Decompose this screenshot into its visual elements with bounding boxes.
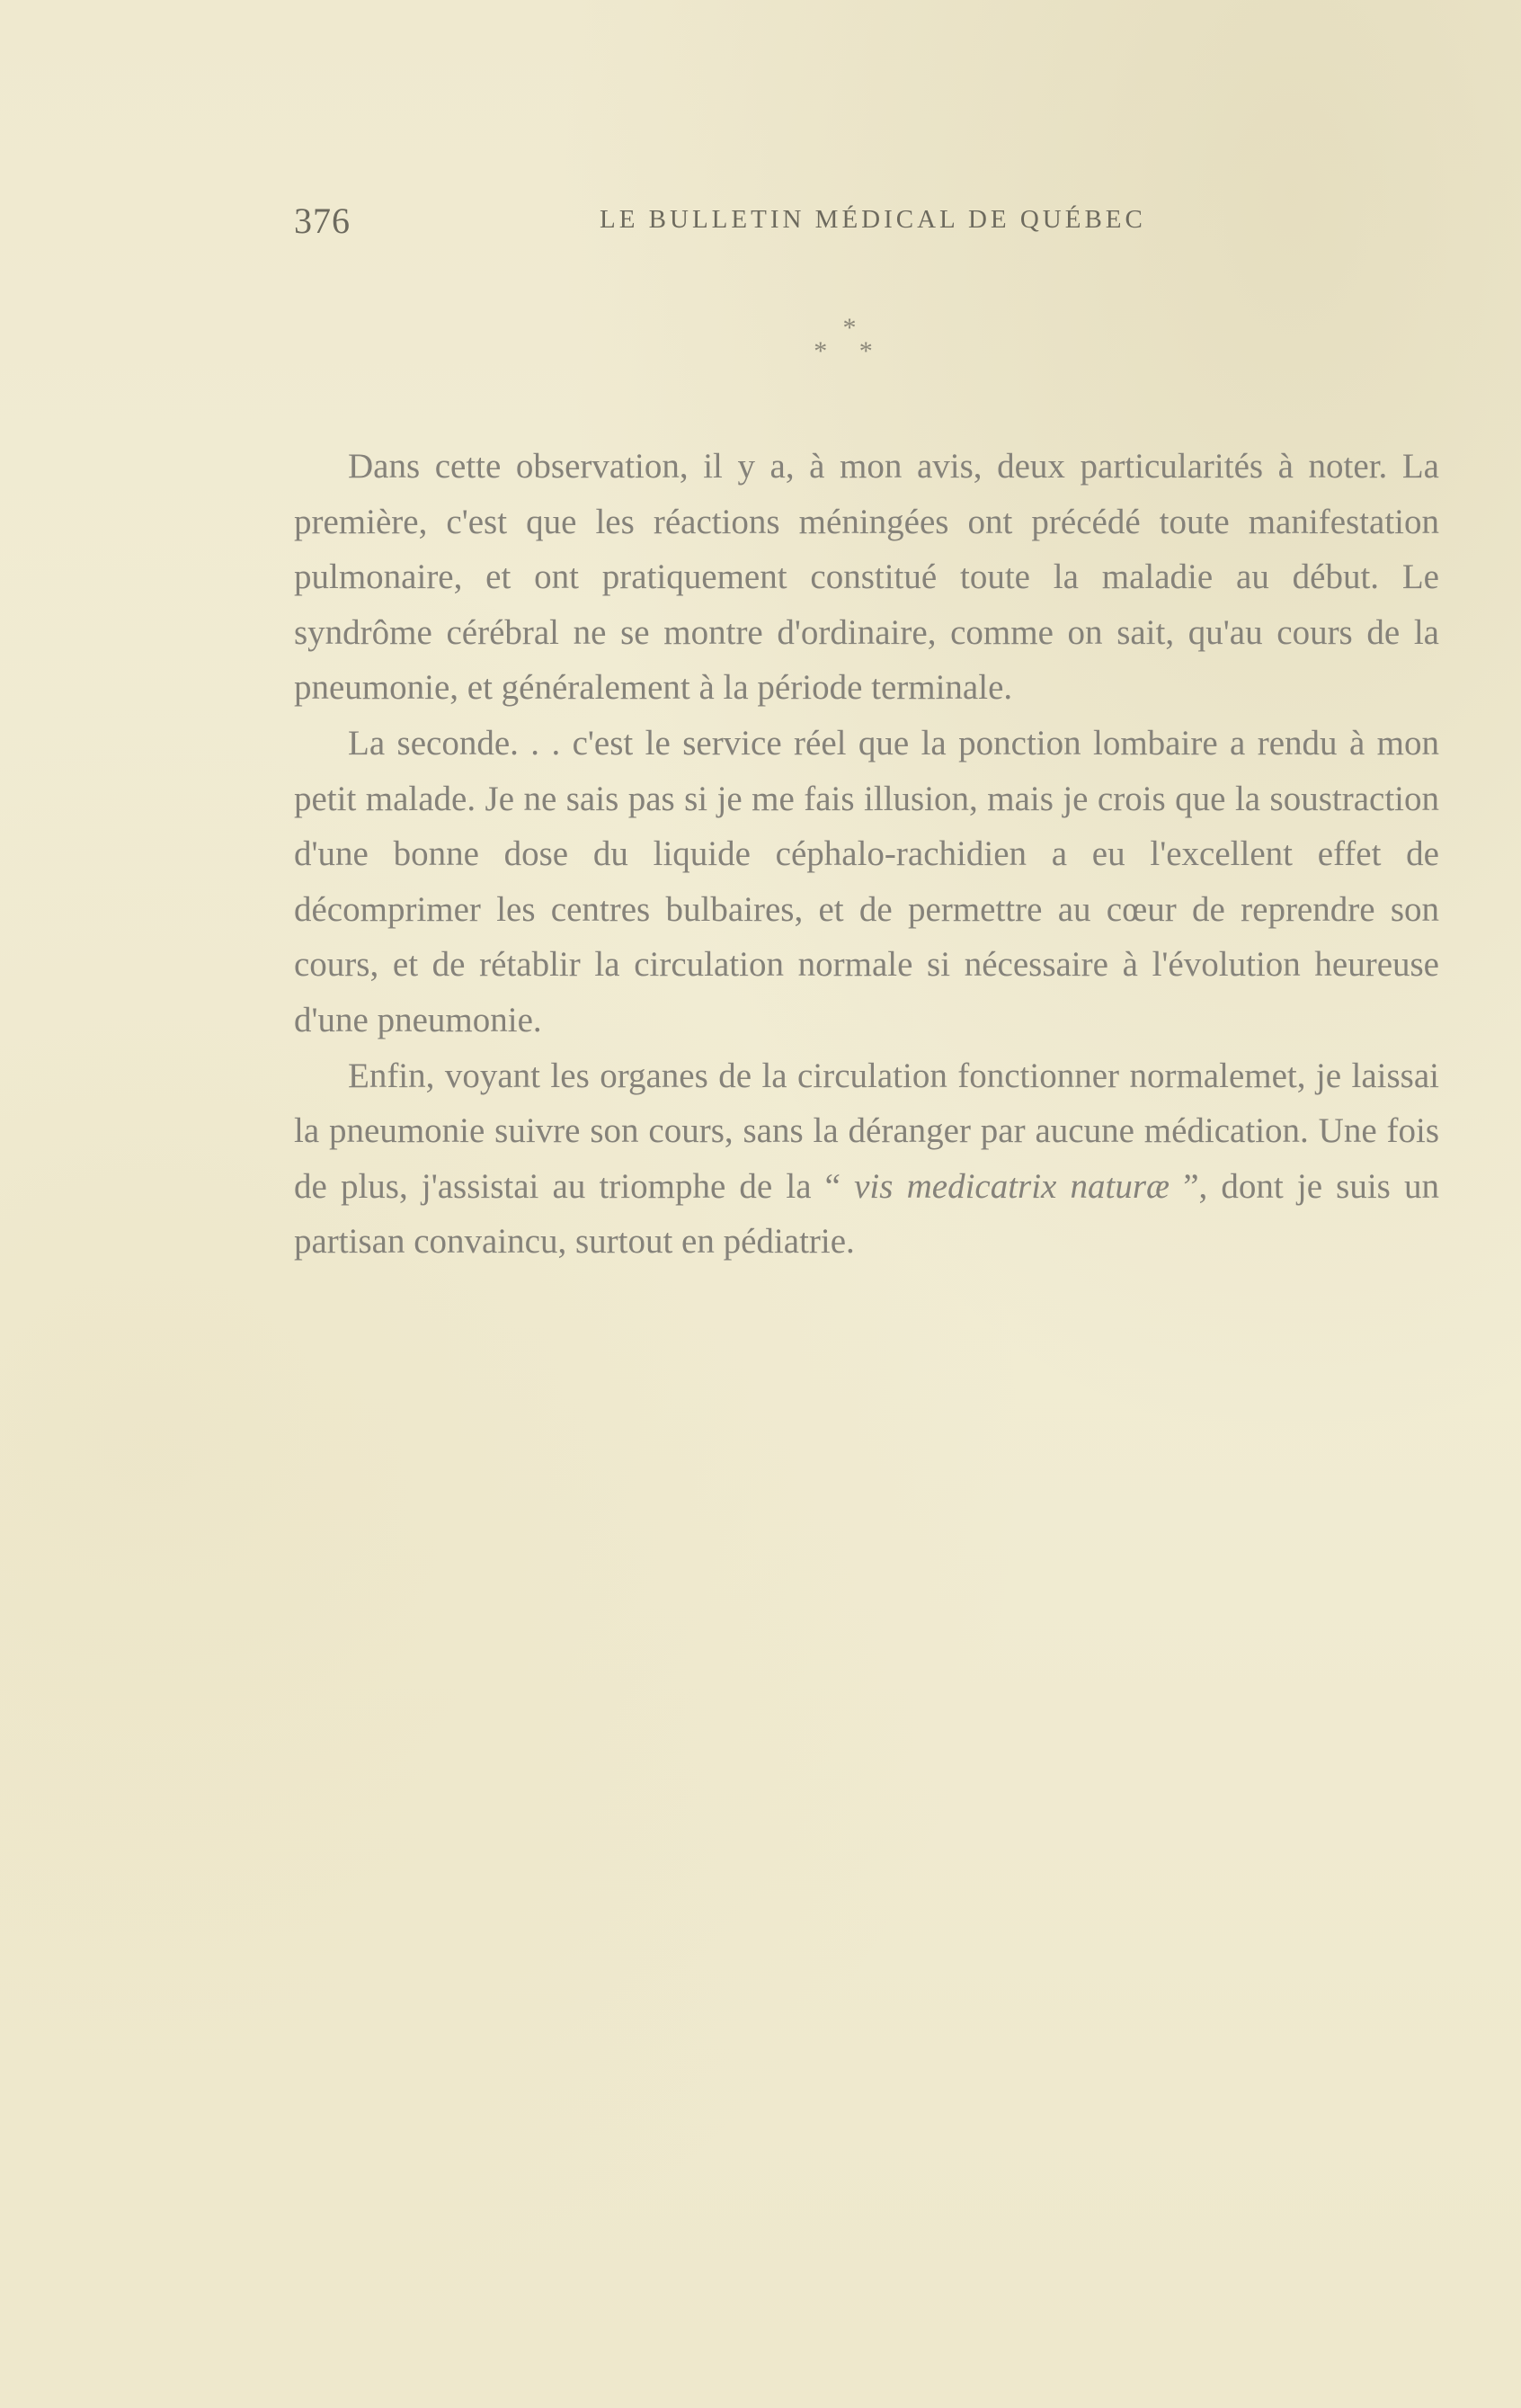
latin-phrase: vis medicatrix naturæ	[854, 1166, 1170, 1206]
paragraph-3-before: Enfin, voyant les organes de la circulation fonctionner normalemet, je laissai la pneumonie suivre son cours, sans la déranger par aucune médication. Une fois de plus, j'assistai au triomphe de la “	[294, 1056, 1439, 1206]
section-asterism	[809, 313, 890, 367]
paragraph-3-after: ”, dont je suis un partisan convaincu, surtout en pédiatrie.	[294, 1166, 1439, 1262]
paragraph-3	[294, 1048, 1439, 1270]
body-text	[294, 439, 1439, 1270]
page-number: 376	[294, 201, 351, 241]
page-header	[294, 200, 1229, 245]
paragraph-2: La seconde. . . c'est le service réel que la ponction lombaire a rendu à mon petit malade. Je ne sais pas si je me fais illusion, mais je crois que la soustraction d'une bonne dose du liquide céphalo-rachidien a eu l'excellent effet de décomprimer les centres bulbaires, et de permettre au cœur de reprendre son cours, et de rétablir la circulation normale si nécessaire à l'évolution heureuse d'une pneumonie.	[294, 723, 1439, 1039]
paragraph-1: Dans cette observation, il y a, à mon avis, deux particularités à noter. La première, c'est que les réactions méningées ont précédé toute manifestation pulmonaire, et ont pratiquement constitué toute la maladie au début. Le syndrôme cérébral ne se montre d'ordinaire, comme on sait, qu'au cours de la pneumonie, et généralement à la période terminale.	[294, 447, 1439, 708]
asterism-top: *	[842, 313, 857, 343]
running-title: LE BULLETIN MÉDICAL DE QUÉBEC	[600, 205, 1146, 234]
asterism-bottom: * *	[814, 336, 885, 366]
